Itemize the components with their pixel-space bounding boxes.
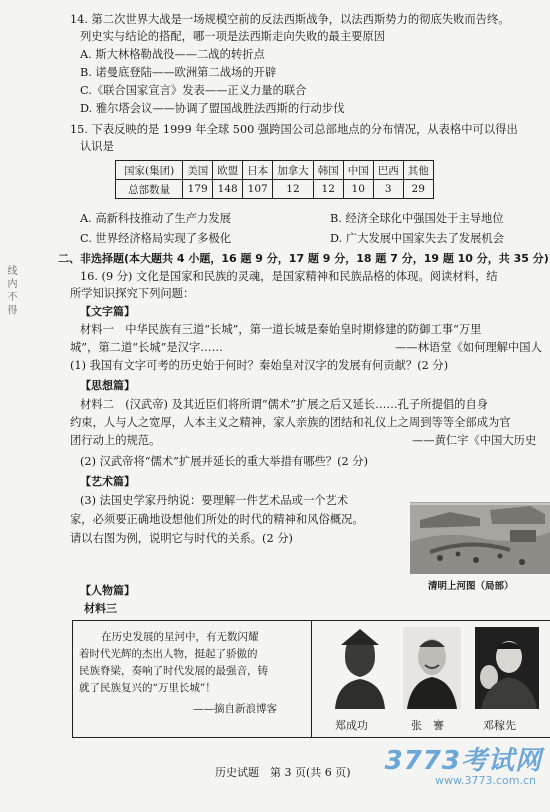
name-zheng-chenggong: 郑成功 xyxy=(335,719,368,732)
table-header-row xyxy=(116,161,434,180)
quote-line2: 着时代光辉的杰出人物，挺起了骄傲的 xyxy=(79,648,258,660)
section2-title: 二、非选择题(本大题共 4 小题，16 题 9 分，17 题 9 分，18 题 7 分，19 题 10 分，共 35 分) xyxy=(58,252,549,265)
table-cell: 179 xyxy=(183,180,213,199)
material1-source: ——林语堂《如何理解中国人 xyxy=(395,341,542,354)
material3-label: 材料三 xyxy=(84,602,117,615)
q16-intro-line1: 16. (9 分) 文化是国家和民族的灵魂，是国家精神和民族品格的体现。阅读材料，结 xyxy=(80,270,498,283)
figure-section-heading: 【人物篇】 xyxy=(80,584,135,597)
q15-stem-line1: 15. 下表反映的是 1999 年全球 500 强跨国公司总部地点的分布情况，从表格中可以得出 xyxy=(70,123,518,136)
portrait-zheng-chenggong xyxy=(331,627,389,709)
material1-line2: 城”，第二道“长城”是汉字…… xyxy=(70,341,223,354)
q15-option-c: C. 世界经济格局实现了多极化 xyxy=(80,232,231,245)
table-cell: 总部数量 xyxy=(116,180,183,199)
table-cell: 国家(集团) xyxy=(116,161,183,180)
q14-option-d: D. 雅尔塔会议——协调了盟国战胜法西斯的行动步伐 xyxy=(80,102,345,115)
q16-part1-question: (1) 我国有文字可考的历史始于何时？秦始皇对汉字的发展有何贡献？(2 分) xyxy=(70,359,449,372)
watermark-logo: 3773考试网 xyxy=(384,746,542,776)
table-cell: 中国 xyxy=(343,161,373,180)
art-section-heading: 【艺术篇】 xyxy=(80,475,135,488)
q14-option-b: B. 诺曼底登陆——欧洲第二战场的开辟 xyxy=(80,66,277,79)
table-cell: 韩国 xyxy=(313,161,343,180)
table-cell: 巴西 xyxy=(373,161,403,180)
table-cell: 其他 xyxy=(403,161,433,180)
art-question-line1: (3) 法国史学家丹纳说：要理解一件艺术品或一个艺术 xyxy=(80,494,349,507)
q14-stem-line2: 列史实与结论的搭配，哪一项是法西斯走向失败的最主要原因 xyxy=(80,30,386,43)
quote-line4: 就了民族复兴的“万里长城”！ xyxy=(79,682,216,694)
q14-option-c: C.《联合国家宣言》发表——正义力量的联合 xyxy=(80,84,307,97)
q15-option-b: B. 经济全球化中强国处于主导地位 xyxy=(330,212,504,225)
portrait-deng-jiaxian xyxy=(475,627,539,709)
material2-line2: 约束，人与人之宽厚，人本主义之精神，家人亲族的团结和礼仪上之周到等等全部成为官 xyxy=(70,416,511,429)
table-cell: 美国 xyxy=(183,161,213,180)
table-cell: 107 xyxy=(243,180,273,199)
table-cell: 日本 xyxy=(243,161,273,180)
material2-source: ——黄仁宇《中国大历史 xyxy=(412,434,537,447)
table-cell: 加拿大 xyxy=(273,161,314,180)
table-cell: 148 xyxy=(213,180,243,199)
quote-source: ——摘自新浪博客 xyxy=(193,703,277,715)
name-deng-jiaxian: 邓稼先 xyxy=(483,719,516,732)
table-cell: 12 xyxy=(313,180,343,199)
material1-line1: 材料一 中华民族有三道“长城”，第一道长城是秦始皇时期修建的防御工事“万里 xyxy=(80,323,482,336)
watermark-url: www.3773.com.cn xyxy=(435,774,536,787)
page-footer: 历史试题 第 3 页(共 6 页) xyxy=(215,766,351,779)
painting-caption: 清明上河图（局部） xyxy=(428,581,514,592)
thought-section-heading: 【思想篇】 xyxy=(80,379,135,392)
art-question-line2: 家，必须要正确地设想他们所处的时代的精神和风俗概况。 xyxy=(70,513,364,526)
q14-stem-line1: 14. 第二次世界大战是一场规模空前的反法西斯战争，以法西斯势力的彻底失败而告终。 xyxy=(70,13,510,26)
q15-stem-line2: 认识是 xyxy=(80,140,114,153)
portrait-zhang-jian xyxy=(403,627,461,709)
name-zhang-jian: 张 謇 xyxy=(411,719,444,732)
table-row xyxy=(116,180,434,199)
text-section-heading: 【文字篇】 xyxy=(80,305,135,318)
q15-option-a: A. 高新科技推动了生产力发展 xyxy=(80,212,231,225)
q14-option-a: A. 斯大林格勒战役——二战的转折点 xyxy=(80,48,265,61)
q15-option-d: D. 广大发展中国家失去了发展机会 xyxy=(330,232,504,245)
material2-line1: 材料二 (汉武帝) 及其近臣们将所谓“儒术”扩展之后又延长……孔子所提倡的自身 xyxy=(80,398,489,411)
table-cell: 12 xyxy=(273,180,314,199)
table-cell: 3 xyxy=(373,180,403,199)
table-cell: 欧盟 xyxy=(213,161,243,180)
material3-box xyxy=(72,620,550,738)
material2-line3: 团行动上的规范。 xyxy=(70,434,161,447)
q16-intro-line2: 所学知识探究下列问题： xyxy=(70,287,195,300)
qingming-painting-image xyxy=(410,502,550,574)
hq-distribution-table xyxy=(115,160,434,199)
table-cell: 29 xyxy=(403,180,433,199)
table-cell: 10 xyxy=(343,180,373,199)
binding-margin-text: 线 内 不 得 xyxy=(5,265,16,315)
q16-part2-question: (2) 汉武帝将“儒术”扩展并延长的重大举措有哪些？(2 分) xyxy=(80,455,368,468)
quote-line3: 民族脊梁，奏响了时代发展的最强音，铸 xyxy=(79,665,268,677)
box-divider xyxy=(311,621,312,737)
art-question-line3: 请以右图为例，说明它与时代的关系。(2 分) xyxy=(70,532,293,545)
quote-line1: 在历史发展的星河中，有无数闪耀 xyxy=(101,631,259,643)
